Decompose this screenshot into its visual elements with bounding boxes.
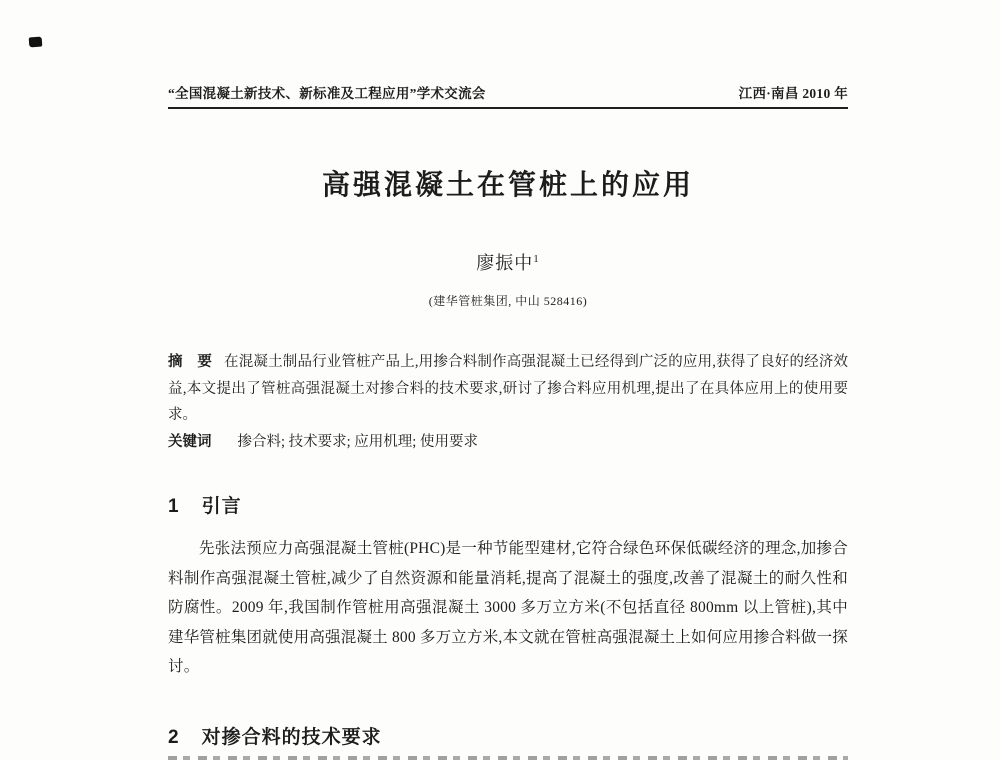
section-heading-2 (168, 722, 848, 749)
section-heading-1 (168, 491, 848, 518)
section-title: 引言 (201, 496, 242, 517)
keywords-text: 掺合料; 技术要求; 应用机理; 使用要求 (237, 433, 478, 450)
conference-location-year: 江西·南昌 2010 年 (738, 86, 848, 101)
section-number: 1 (168, 496, 180, 517)
page-content (168, 0, 848, 760)
keywords-label: 关键词 (168, 433, 212, 450)
scan-ink-blot-artifact (29, 37, 43, 48)
section-number: 2 (168, 726, 180, 748)
abstract-block (168, 349, 848, 429)
author-name: 廖振中 (476, 253, 534, 273)
clipped-text-line (168, 756, 848, 760)
affiliation-line: (建华管桩集团, 中山 528416) (428, 294, 588, 308)
section-1-paragraph: 先张法预应力高强混凝土管桩(PHC)是一种节能型建材,它符合绿色环保低碳经济的理念,加掺合料制作高强混凝土管桩,减少了自然资源和能量消耗,提高了混凝土的强度,改善了混凝土的耐久性和防腐性。2009 年,我国制作管桩用高强混凝土 3000 多万立方米(不包括直径 800mm 以上管桩),其中建华管桩集团就使用高强混凝土 800 多万立方米,本文就在管桩高强混凝土上如何应用掺合料做一探讨。 (168, 540, 848, 675)
header-rule (168, 107, 848, 109)
conference-name: “全国混凝土新技术、新标准及工程应用”学术交流会 (168, 86, 486, 101)
author-line (168, 249, 848, 275)
abstract-label: 摘 要 (168, 354, 213, 370)
section-title: 对掺合料的技术要求 (201, 726, 382, 748)
abstract-text: 在混凝土制品行业管桩产品上,用掺合料制作高强混凝土已经得到广泛的应用,获得了良好的经济效益,本文提出了管桩高强混凝土对掺合料的技术要求,研讨了掺合料应用机理,提出了在具体应用上的使用要求。 (168, 354, 849, 423)
running-header (168, 0, 848, 102)
author-superscript: 1 (533, 253, 540, 265)
keywords-row (168, 429, 848, 456)
paper-title: 高强混凝土在管桩上的应用 (321, 169, 694, 200)
